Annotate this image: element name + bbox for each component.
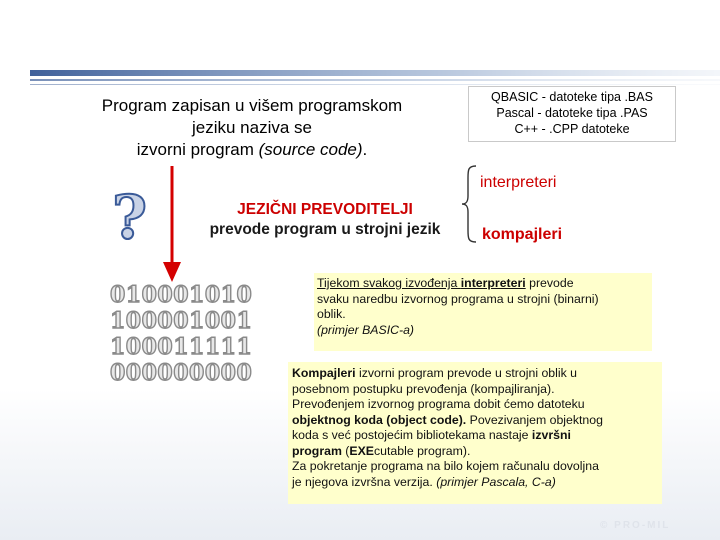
- file-type-qbasic: QBASIC - datoteke tipa .BAS: [491, 90, 653, 104]
- title-line-1: Program zapisan u višem programskom: [101, 96, 403, 115]
- binary-line: 010001010: [110, 282, 253, 308]
- interpreter-note: Tijekom svakog izvođenja interpreteri prevode svaku naredbu izvornog programa u strojni (binarni) oblik. (primjer BASIC-a): [314, 273, 652, 351]
- binary-line: 100001001: [110, 308, 253, 334]
- translators-heading: [190, 200, 460, 240]
- file-type-cpp: C++ - .CPP datoteke: [514, 122, 630, 136]
- compilers-label: kompajleri: [482, 226, 563, 243]
- file-type-pascal: Pascal - datoteke tipa .PAS: [496, 106, 648, 120]
- title-line-3: izvorni program (source code).: [136, 140, 368, 159]
- left-brace-icon: [460, 164, 480, 244]
- arrow-down-icon: [160, 166, 184, 286]
- compiler-note: Kompajleri izvorni program prevode u strojni oblik u posebnom postupku prevođenja (kompajliranja). Prevođenjem izvornog programa dobit ćemo datoteku objektnog koda (object code). Povezivanjem objektnog koda s već postojećim bibliotekama nastaje izvršni program (EXEcutable program). Za pokretanje programa na bilo kojem računalu dovoljna je njegova izvršna verzija. (primjer Pascala, C-a): [288, 362, 662, 504]
- binary-line: 000000000: [110, 360, 253, 386]
- question-mark-icon: ?: [112, 183, 148, 253]
- binary-line: 100011111: [110, 334, 253, 360]
- slide-title: [62, 95, 442, 161]
- binary-code: [110, 282, 252, 386]
- translators-title: JEZIČNI PREVODITELJI: [237, 201, 413, 218]
- watermark: © PRO-MIL: [600, 520, 671, 531]
- interpreters-label: interpreteri: [480, 174, 557, 191]
- title-line-2: jeziku naziva se: [191, 118, 312, 137]
- translators-subtitle: prevode program u strojni jezik: [209, 221, 441, 238]
- file-types-box: [468, 86, 676, 142]
